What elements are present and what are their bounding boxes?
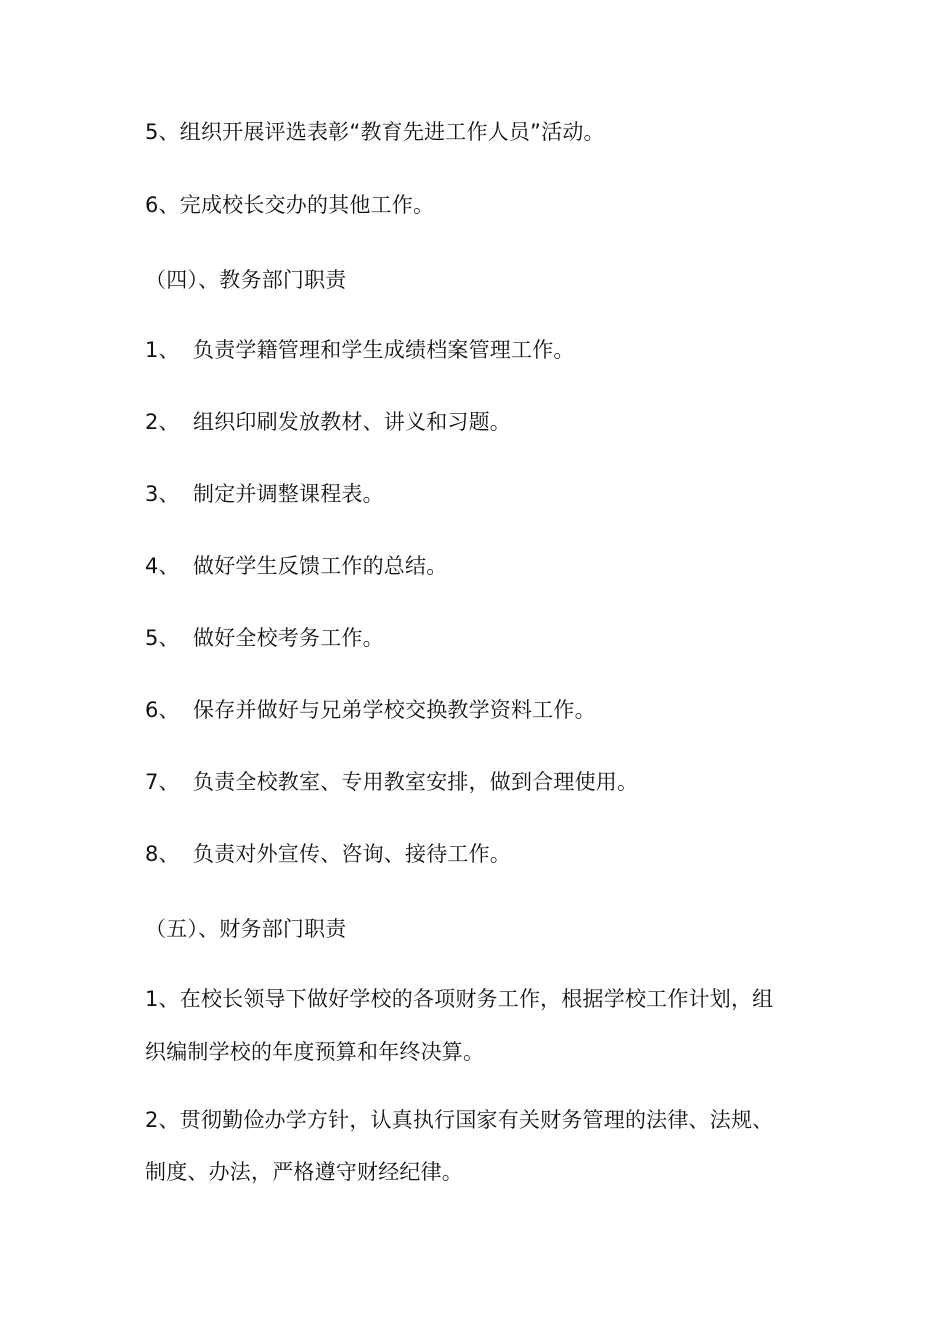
list-item-number: 7、 xyxy=(145,770,180,794)
list-item xyxy=(145,551,825,581)
list-item-text: 做好学生反馈工作的总结。 xyxy=(193,554,448,578)
list-item-number: 4、 xyxy=(145,554,180,578)
list-item-text: 负责全校教室、专用教室安排，做到合理使用。 xyxy=(193,770,639,794)
paragraph-line: 2、贯彻勤俭办学方针，认真执行国家有关财务管理的法律、法规、 xyxy=(145,1108,774,1132)
list-item xyxy=(145,839,825,869)
list-item-text: 组织印刷发放教材、讲义和习题。 xyxy=(193,410,511,434)
list-item-number: 5、 xyxy=(145,626,180,650)
list-item xyxy=(145,623,825,653)
list-item-number: 8、 xyxy=(145,842,180,866)
list-item xyxy=(145,407,825,437)
list-item-text: 制定并调整课程表。 xyxy=(193,482,384,506)
paragraph-line: 织编制学校的年度预算和年终决算。 xyxy=(145,1040,485,1064)
text-line: 6、完成校长交办的其他工作。 xyxy=(145,193,435,217)
list-item-text: 负责对外宣传、咨询、接待工作。 xyxy=(193,842,511,866)
list-item xyxy=(145,767,825,797)
list-item xyxy=(145,695,825,725)
text-line: 5、组织开展评选表彰“教育先进工作人员”活动。 xyxy=(145,120,605,144)
list-item-number: 3、 xyxy=(145,482,180,506)
list-item-number: 2、 xyxy=(145,410,180,434)
list-item-text: 保存并做好与兄弟学校交换教学资料工作。 xyxy=(193,698,596,722)
paragraph-line: 制度、办法，严格遵守财经纪律。 xyxy=(145,1160,463,1184)
list-item-text: 做好全校考务工作。 xyxy=(193,626,384,650)
list-item-text: 负责学籍管理和学生成绩档案管理工作。 xyxy=(193,338,575,362)
list-item xyxy=(145,479,825,509)
section-heading: （四）、教务部门职责 xyxy=(145,268,347,292)
list-item xyxy=(145,335,825,365)
list-item-number: 6、 xyxy=(145,698,180,722)
list-item-number: 1、 xyxy=(145,338,180,362)
paragraph-line: 1、在校长领导下做好学校的各项财务工作，根据学校工作计划，组 xyxy=(145,987,774,1011)
section-heading: （五）、财务部门职责 xyxy=(145,917,347,941)
